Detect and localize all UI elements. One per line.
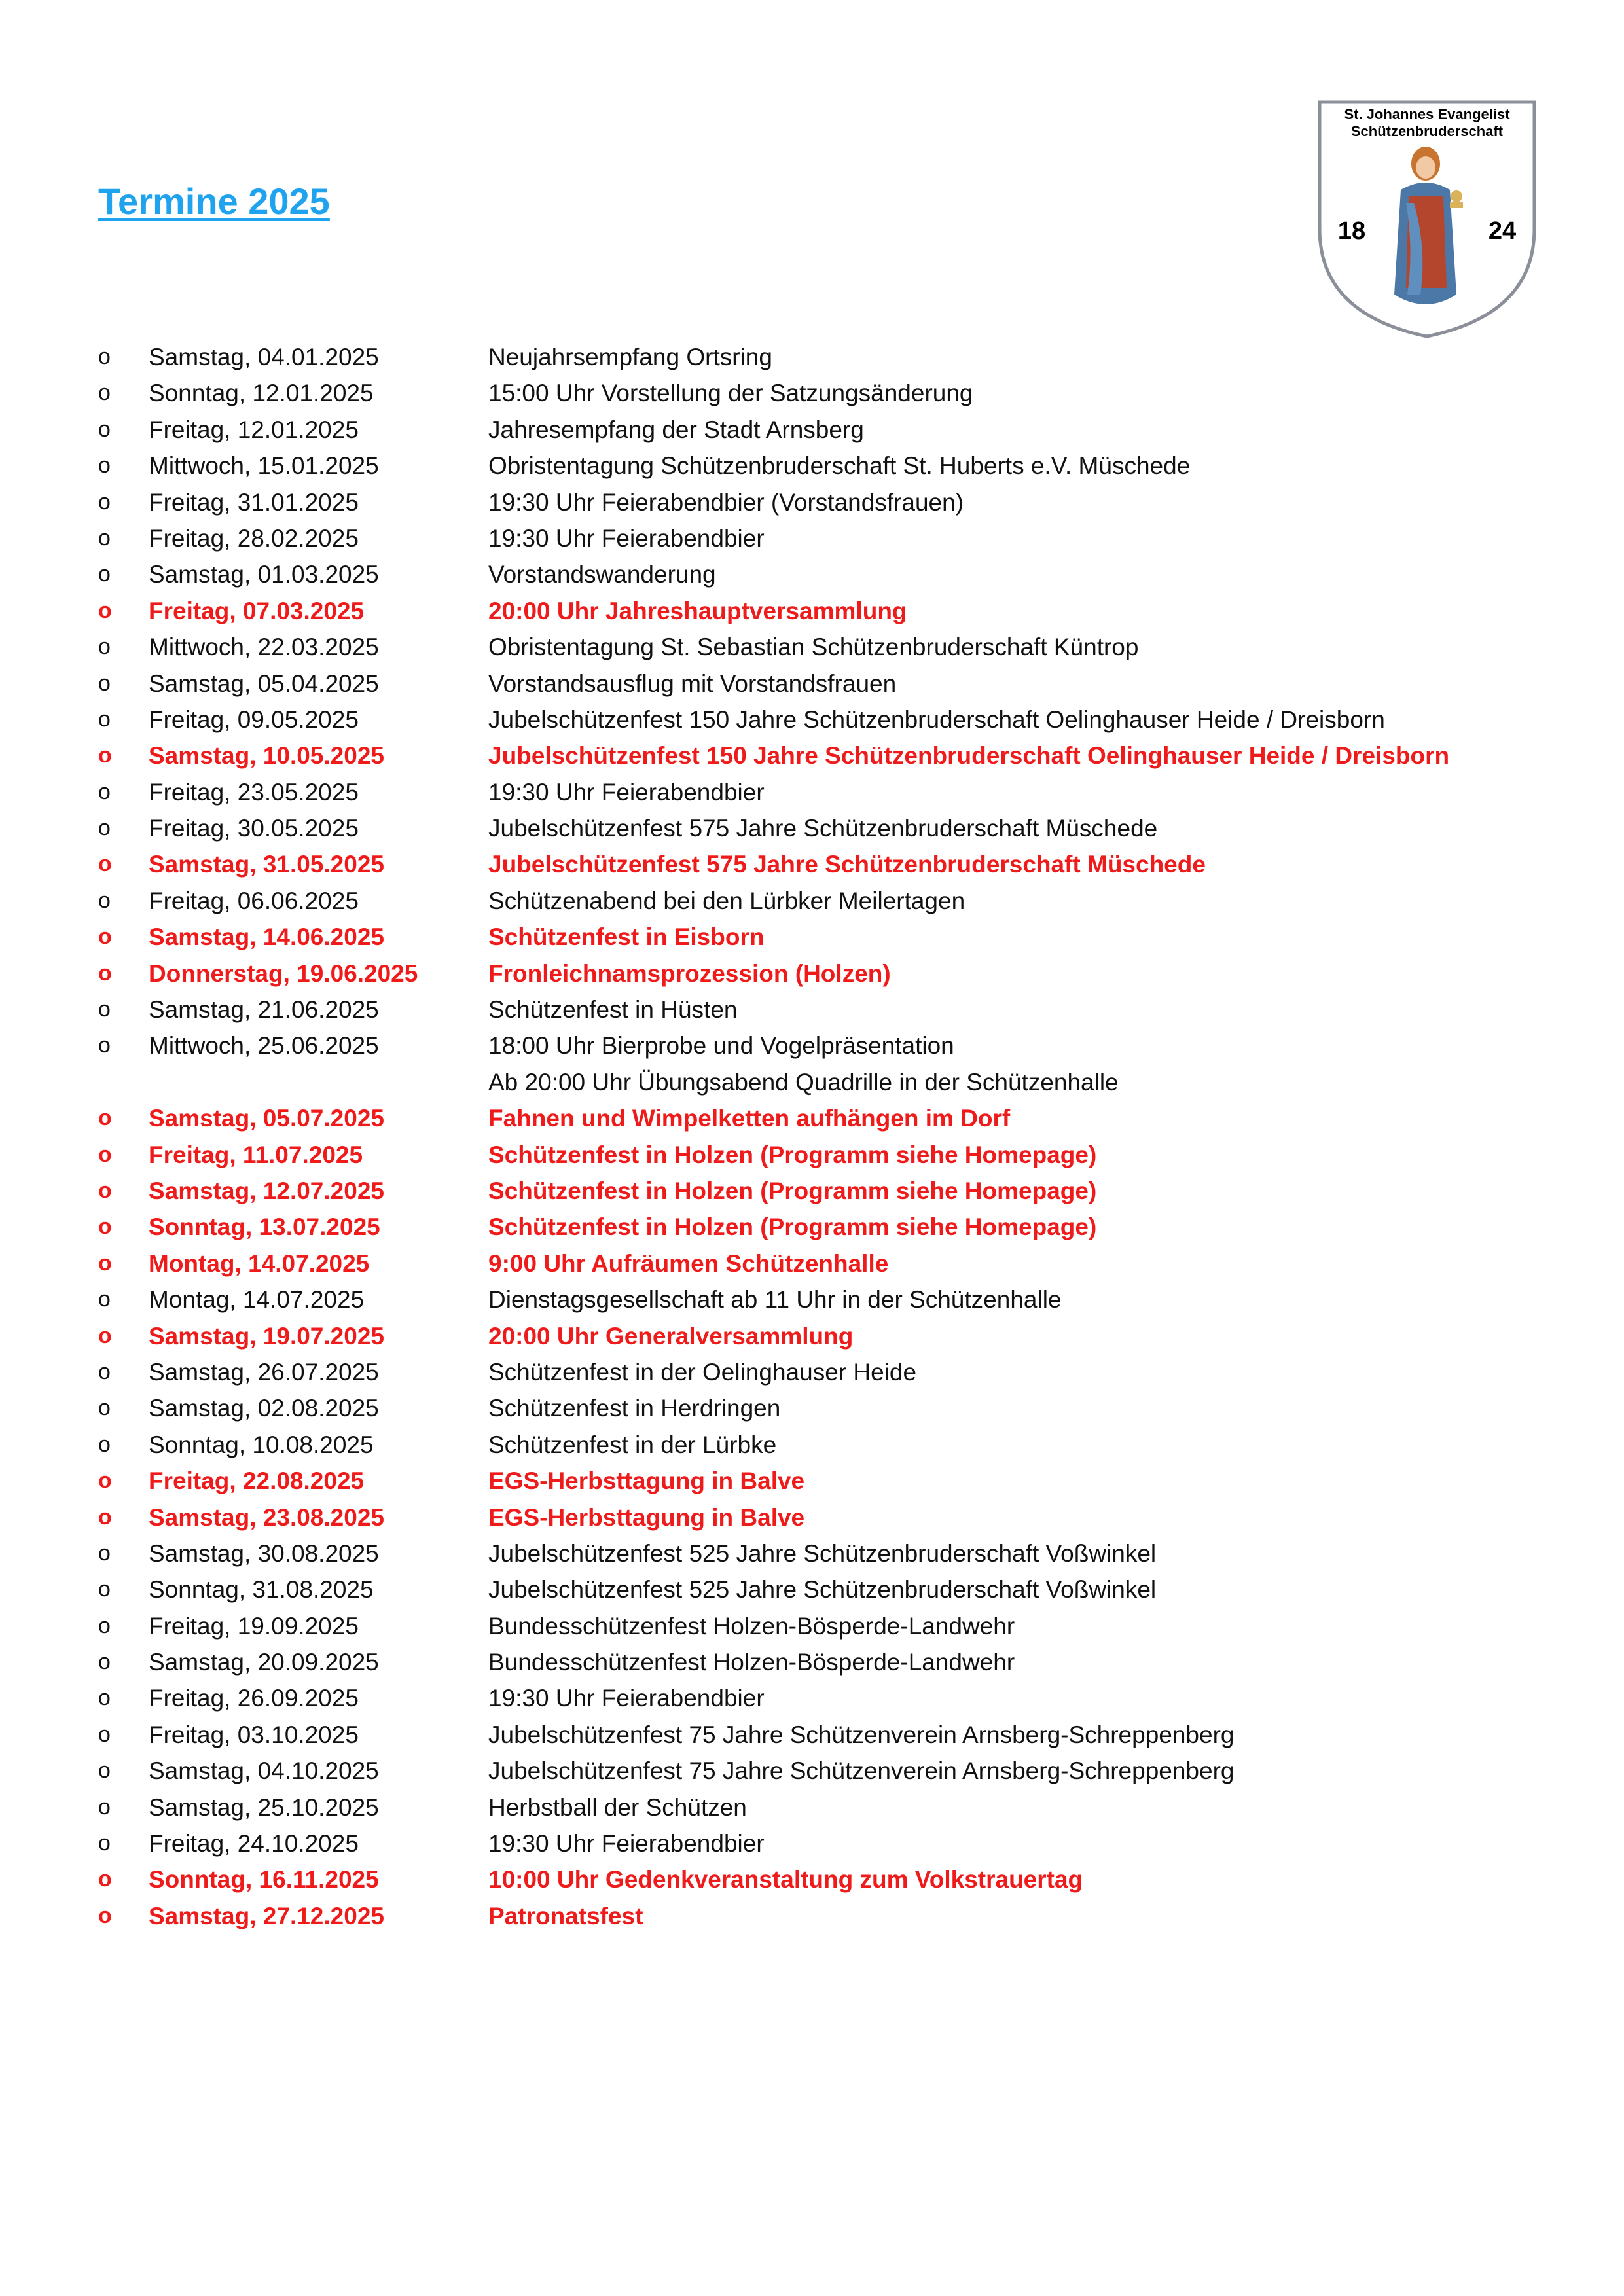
bullet-icon: o	[98, 997, 111, 1022]
event-description: Patronatsfest	[488, 1902, 643, 1929]
event-description: Fahnen und Wimpelketten aufhängen im Dorf	[488, 1105, 1011, 1132]
event-description: Schützenfest in Holzen (Programm siehe Homepage)	[488, 1141, 1097, 1168]
event-description: Vorstandswanderung	[488, 561, 716, 588]
bullet-icon: o	[98, 852, 112, 877]
event-row	[98, 1390, 1578, 1426]
event-date: Freitag, 09.05.2025	[149, 706, 359, 733]
bullet-icon: o	[98, 489, 111, 514]
event-description: 20:00 Uhr Generalversammlung	[488, 1322, 854, 1350]
event-description: Schützenfest in der Oelinghauser Heide	[488, 1358, 917, 1386]
event-row	[98, 1137, 1578, 1173]
event-row	[98, 520, 1578, 556]
event-description: Schützenfest in der Lürbke	[488, 1431, 777, 1458]
event-date: Freitag, 28.02.2025	[149, 524, 359, 552]
bullet-icon: o	[98, 1250, 112, 1276]
event-date: Freitag, 06.06.2025	[149, 887, 359, 914]
event-row	[98, 666, 1578, 702]
event-description: Jubelschützenfest 575 Jahre Schützenbruderschaft Müschede	[488, 815, 1158, 842]
event-date: Samstag, 25.10.2025	[149, 1793, 379, 1821]
event-description: Neujahrsempfang Ortsring	[488, 344, 772, 370]
bullet-icon: o	[98, 1141, 112, 1167]
event-description: Jubelschützenfest 150 Jahre Schützenbruderschaft Oelinghauser Heide / Dreisborn	[488, 742, 1450, 770]
event-description: Jahresempfang der Stadt Arnsberg	[488, 416, 864, 443]
event-date: Samstag, 02.08.2025	[149, 1395, 379, 1422]
event-date: Montag, 14.07.2025	[149, 1286, 365, 1314]
bullet-icon: o	[98, 1359, 111, 1384]
event-row	[98, 1825, 1578, 1861]
bullet-icon: o	[98, 1431, 111, 1457]
event-date: Samstag, 10.05.2025	[149, 742, 384, 770]
bullet-icon: o	[98, 1214, 112, 1240]
event-date: Mittwoch, 25.06.2025	[149, 1032, 379, 1060]
event-description: Schützenfest in Herdringen	[488, 1395, 781, 1422]
event-description: 15:00 Uhr Vorstellung der Satzungsänderung	[488, 380, 973, 407]
event-row	[98, 1717, 1578, 1753]
event-date: Samstag, 23.08.2025	[149, 1503, 384, 1531]
event-description: 9:00 Uhr Aufräumen Schützenhalle	[488, 1249, 889, 1277]
event-date: Freitag, 12.01.2025	[149, 416, 359, 443]
event-date: Samstag, 27.12.2025	[149, 1902, 384, 1929]
event-date: Samstag, 04.01.2025	[149, 344, 379, 370]
bullet-icon: o	[98, 1613, 111, 1638]
event-description: Jubelschützenfest 575 Jahre Schützenbruderschaft Müschede	[488, 851, 1206, 878]
event-row	[98, 846, 1578, 882]
event-row	[98, 1680, 1578, 1716]
event-row	[98, 919, 1578, 955]
bullet-icon: o	[98, 706, 111, 732]
bullet-icon: o	[98, 1721, 111, 1747]
event-date: Samstag, 30.08.2025	[149, 1539, 379, 1567]
logo-line1: St. Johannes Evangelist	[1344, 106, 1510, 122]
event-description: 18:00 Uhr Bierprobe und Vogelpräsentation	[488, 1032, 954, 1060]
bullet-icon: o	[98, 888, 111, 913]
event-description: Jubelschützenfest 75 Jahre Schützenverein Arnsberg-Schreppenberg	[488, 1721, 1235, 1748]
event-date: Freitag, 23.05.2025	[149, 778, 359, 806]
event-date: Samstag, 21.06.2025	[149, 996, 379, 1024]
event-row	[98, 484, 1578, 520]
event-date: Samstag, 05.07.2025	[149, 1105, 384, 1132]
event-date: Samstag, 19.07.2025	[149, 1322, 384, 1350]
event-row	[98, 448, 1578, 484]
event-row	[98, 1898, 1578, 1934]
event-description: Fronleichnamsprozession (Holzen)	[488, 960, 891, 987]
event-description: Jubelschützenfest 525 Jahre Schützenbruderschaft Voßwinkel	[488, 1539, 1157, 1567]
event-row	[98, 593, 1578, 629]
event-date: Freitag, 30.05.2025	[149, 815, 359, 842]
bullet-icon: o	[98, 924, 112, 950]
event-row	[98, 702, 1578, 738]
event-date: Samstag, 14.06.2025	[149, 924, 384, 951]
event-row	[98, 1209, 1578, 1245]
event-description: Jubelschützenfest 150 Jahre Schützenbruderschaft Oelinghauser Heide / Dreisborn	[488, 706, 1385, 733]
event-description: 10:00 Uhr Gedenkveranstaltung zum Volkstrauertag	[488, 1866, 1083, 1893]
event-date: Samstag, 04.10.2025	[149, 1757, 379, 1785]
event-description: Obristentagung St. Sebastian Schützenbruderschaft Küntrop	[488, 634, 1139, 661]
bullet-icon: o	[98, 598, 112, 623]
event-row	[98, 1608, 1578, 1644]
event-row	[98, 1173, 1578, 1209]
bullet-icon: o	[98, 1033, 111, 1058]
event-row	[98, 883, 1578, 919]
bullet-icon: o	[98, 1649, 111, 1675]
event-row	[98, 1282, 1578, 1318]
bullet-icon: o	[98, 1177, 112, 1203]
event-row	[98, 339, 1578, 375]
event-row	[98, 412, 1578, 448]
bullet-icon: o	[98, 1794, 111, 1820]
bullet-icon: o	[98, 416, 111, 442]
event-date: Samstag, 31.05.2025	[149, 851, 384, 878]
event-description: Schützenfest in Eisborn	[488, 924, 765, 951]
event-row	[98, 1753, 1578, 1789]
event-date: Freitag, 19.09.2025	[149, 1612, 359, 1640]
bullet-icon: o	[98, 1831, 111, 1856]
bullet-icon: o	[98, 634, 111, 660]
logo-year-right: 24	[1488, 217, 1517, 245]
bullet-icon: o	[98, 743, 112, 768]
bullet-icon: o	[98, 1395, 111, 1421]
event-row	[98, 629, 1578, 665]
event-date: Freitag, 31.01.2025	[149, 488, 359, 516]
brotherhood-logo	[1316, 98, 1538, 340]
event-description: Schützenabend bei den Lürbker Meilertagen	[488, 887, 965, 914]
event-date: Sonntag, 16.11.2025	[149, 1866, 379, 1893]
event-row	[98, 810, 1578, 846]
page-title: Termine 2025	[98, 181, 330, 222]
event-date: Freitag, 07.03.2025	[149, 597, 365, 624]
event-description: EGS-Herbsttagung in Balve	[488, 1467, 805, 1495]
bullet-icon: o	[98, 1758, 111, 1784]
bullet-icon: o	[98, 1105, 112, 1131]
bullet-icon: o	[98, 1504, 112, 1530]
event-date: Samstag, 05.04.2025	[149, 670, 379, 697]
event-description: Bundesschützenfest Holzen-Bösperde-Landwehr	[488, 1612, 1015, 1640]
event-description: Ab 20:00 Uhr Übungsabend Quadrille in der Schützenhalle	[488, 1068, 1119, 1096]
event-row	[98, 1499, 1578, 1535]
event-row	[98, 992, 1578, 1028]
event-date: Freitag, 26.09.2025	[149, 1685, 359, 1712]
bullet-icon: o	[98, 380, 111, 406]
bullet-icon: o	[98, 1323, 112, 1348]
event-date: Freitag, 03.10.2025	[149, 1721, 359, 1748]
event-description: Dienstagsgesellschaft ab 11 Uhr in der Schützenhalle	[488, 1286, 1062, 1314]
event-description: Jubelschützenfest 75 Jahre Schützenverein Arnsberg-Schreppenberg	[488, 1757, 1235, 1785]
event-date: Sonntag, 31.08.2025	[149, 1576, 374, 1604]
event-row	[98, 1100, 1578, 1136]
event-description: Schützenfest in Holzen (Programm siehe Homepage)	[488, 1213, 1097, 1241]
bullet-icon: o	[98, 453, 111, 478]
event-row	[98, 1789, 1578, 1825]
bullet-icon: o	[98, 1540, 111, 1566]
event-description: 19:30 Uhr Feierabendbier	[488, 778, 765, 806]
event-date: Montag, 14.07.2025	[149, 1249, 370, 1277]
event-row	[98, 1427, 1578, 1463]
event-description: Schützenfest in Holzen (Programm siehe Homepage)	[488, 1177, 1097, 1204]
event-date: Samstag, 26.07.2025	[149, 1358, 379, 1386]
bullet-icon: o	[98, 1577, 111, 1602]
event-description: 20:00 Uhr Jahreshauptversammlung	[488, 597, 907, 624]
event-description: 19:30 Uhr Feierabendbier	[488, 1830, 765, 1857]
event-row	[98, 1644, 1578, 1680]
event-date: Donnerstag, 19.06.2025	[149, 960, 418, 987]
event-date: Freitag, 24.10.2025	[149, 1830, 359, 1857]
event-description: 19:30 Uhr Feierabendbier	[488, 1685, 765, 1712]
event-description: Schützenfest in Hüsten	[488, 996, 738, 1024]
event-row	[98, 1571, 1578, 1607]
event-date: Samstag, 01.03.2025	[149, 561, 379, 588]
event-description: Vorstandsausflug mit Vorstandsfrauen	[488, 670, 897, 697]
bullet-icon: o	[98, 670, 111, 696]
event-description: Bundesschützenfest Holzen-Bösperde-Landwehr	[488, 1649, 1015, 1676]
event-description: Herbstball der Schützen	[488, 1793, 747, 1821]
event-row	[98, 1354, 1578, 1390]
event-description: 19:30 Uhr Feierabendbier	[488, 524, 765, 552]
event-row	[98, 956, 1578, 992]
event-date: Freitag, 22.08.2025	[149, 1467, 365, 1495]
event-date: Sonntag, 12.01.2025	[149, 380, 374, 407]
bullet-icon: o	[98, 816, 111, 841]
logo-year-left: 18	[1337, 217, 1366, 245]
event-description: Obristentagung Schützenbruderschaft St. Huberts e.V. Müschede	[488, 452, 1191, 480]
event-row	[98, 1861, 1578, 1897]
event-row	[98, 1318, 1578, 1354]
event-row	[98, 1246, 1578, 1282]
event-row	[98, 1028, 1578, 1064]
event-row	[98, 1463, 1578, 1499]
bullet-icon: o	[98, 1867, 112, 1892]
bullet-icon: o	[98, 1903, 112, 1928]
bullet-icon: o	[98, 1685, 111, 1711]
logo-line2: Schützenbruderschaft	[1350, 123, 1504, 139]
event-description: Jubelschützenfest 525 Jahre Schützenbruderschaft Voßwinkel	[488, 1576, 1157, 1604]
event-row	[98, 774, 1578, 810]
event-date: Sonntag, 10.08.2025	[149, 1431, 374, 1458]
bullet-icon: o	[98, 525, 111, 550]
event-date: Samstag, 20.09.2025	[149, 1649, 379, 1676]
event-date: Sonntag, 13.07.2025	[149, 1213, 380, 1241]
bullet-icon: o	[98, 779, 111, 804]
event-description: EGS-Herbsttagung in Balve	[488, 1503, 805, 1531]
event-row	[98, 1535, 1578, 1571]
bullet-icon: o	[98, 1287, 111, 1312]
event-row	[98, 375, 1578, 411]
event-row	[98, 1064, 1578, 1100]
event-date: Mittwoch, 22.03.2025	[149, 634, 379, 661]
bullet-icon: o	[98, 960, 112, 986]
bullet-icon: o	[98, 344, 111, 369]
event-row	[98, 738, 1578, 774]
event-date: Mittwoch, 15.01.2025	[149, 452, 379, 480]
event-description: 19:30 Uhr Feierabendbier (Vorstandsfrauen)	[488, 488, 964, 516]
events-list	[98, 339, 1578, 1934]
bullet-icon: o	[98, 1468, 112, 1494]
event-date: Freitag, 11.07.2025	[149, 1141, 363, 1168]
event-row	[98, 556, 1578, 592]
bullet-icon: o	[98, 562, 111, 587]
event-date: Samstag, 12.07.2025	[149, 1177, 384, 1204]
